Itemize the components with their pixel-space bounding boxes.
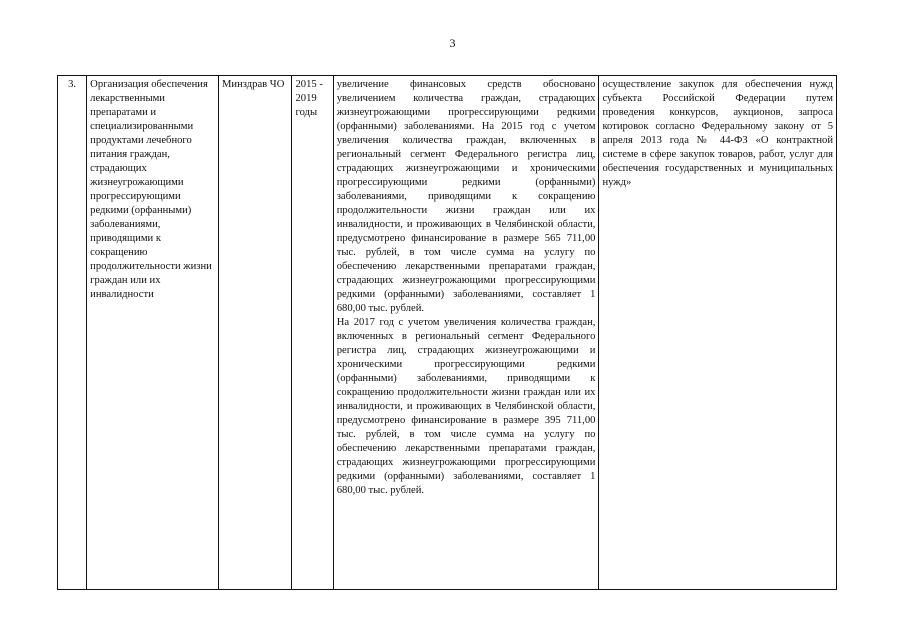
result-cell xyxy=(333,76,599,590)
method-cell: осуществление закупок для обеспечения нужд субъекта Российской Федерации путем проведения конкурсов, аукционов, запроса котировок согласно Федеральному закону от 5 апреля 2013 года № 44-ФЗ «О контрактной системе в сфере закупок товаров, работ, услуг для обеспечения государственных и муниципальных нужд» xyxy=(599,76,837,590)
period-cell: 2015 - 2019 годы xyxy=(292,76,333,590)
table-row xyxy=(58,76,837,590)
program-table xyxy=(57,75,837,590)
measure-name-cell: Организация обеспечения лекарственными препаратами и специализированными продуктами лечебного питания граждан, страдающих жизнеугрожающими прогрессирующими редкими (орфанными) заболеваниями, приводящими к сокращению продолжительности жизни граждан или их инвалидности xyxy=(87,76,219,590)
result-paragraph: На 2017 год с учетом увеличения количества граждан, включенных в региональный сегмент Федерального регистра лиц, страдающих жизнеугрожающими и хроническими прогрессирующими редкими (орфанными) заболеваниями, приводящими к сокращению продолжительности жизни граждан или их инвалидности, и проживающих в Челябинской области, предусмотрено финансирование в размере 395 711,00 тыс. рублей, в том числе сумма на услугу по обеспечению лекарственными препаратами граждан, страдающих жизнеугрожающими прогрессирующими редкими (орфанными) заболеваниями, составляет 1 680,00 тыс. рублей. xyxy=(336,317,596,496)
page-number: 3 xyxy=(449,36,456,50)
result-paragraph: увеличение финансовых средств обосновано увеличением количества граждан, страдающих жизнеугрожающими прогрессирующими редкими (орфанными) заболеваниями. На 2015 год с учетом увеличения количества граждан, включенных в региональный сегмент Федерального регистра лиц, страдающих жизнеугрожающими и хроническими прогрессирующими редкими (орфанными) заболеваниями, приводящими к сокращению продолжительности жизни граждан или их инвалидности, и проживающих в Челябинской области, предусмотрено финансирование в размере 565 711,00 тыс. рублей, в том числе сумма на услугу по обеспечению лекарственными препаратами граждан, страдающих жизнеугрожающими прогрессирующими редкими (орфанными) заболеваниями, составляет 1 680,00 тыс. рублей. xyxy=(336,79,596,314)
executor-cell: Минздрав ЧО xyxy=(219,76,292,590)
row-number-cell: 3. xyxy=(58,76,87,590)
